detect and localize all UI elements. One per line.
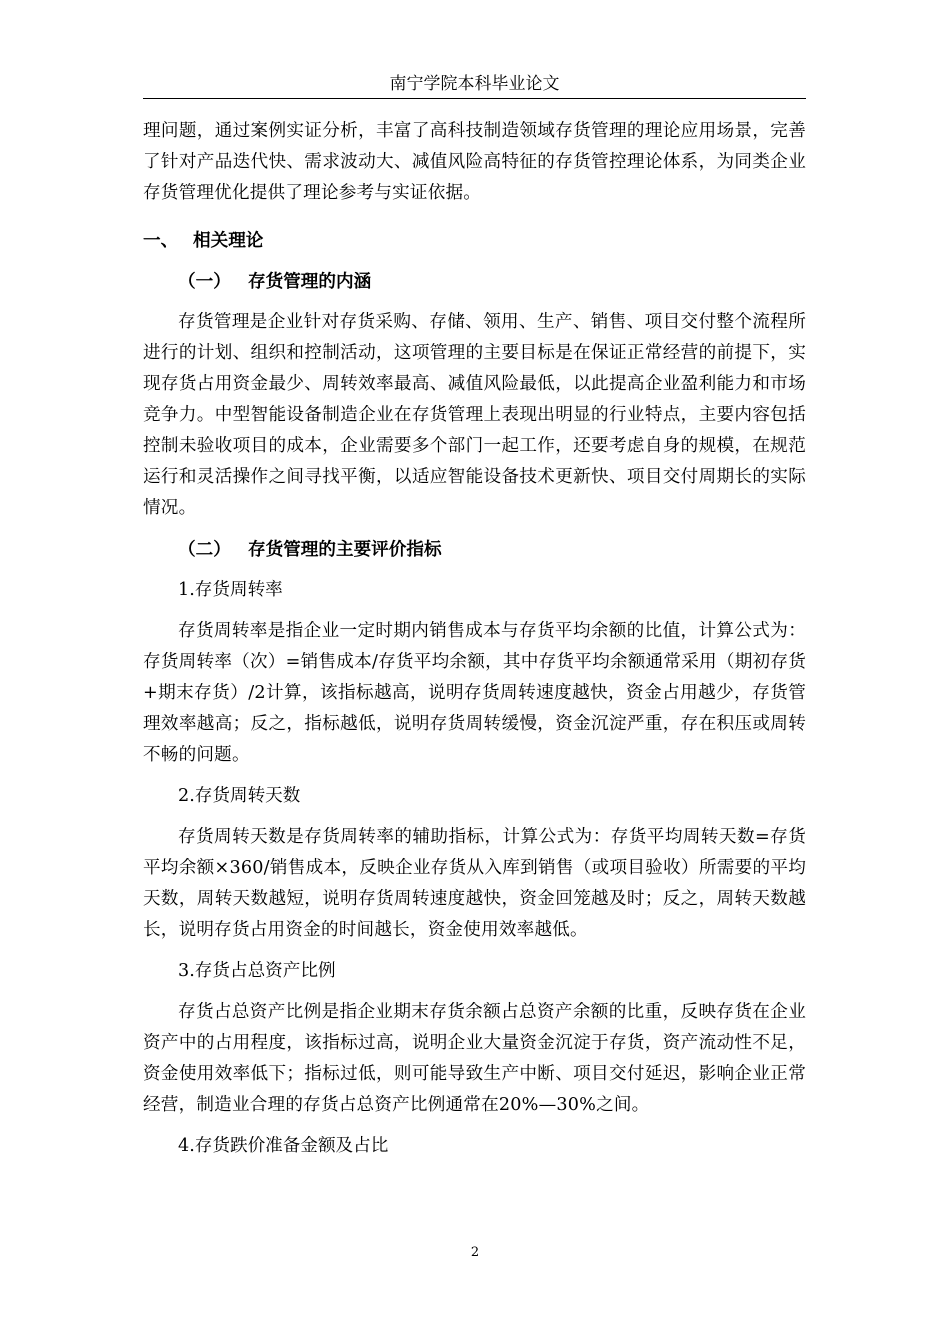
subsection-heading-2 [178,534,806,565]
page-number: 2 [470,1245,480,1260]
section-title: 相关理论 [193,230,264,251]
paragraph-turnover-days: 存货周转天数是存货周转率的辅助指标，计算公式为：存货平均周转天数=存货平均余额×360/销售成本，反映企业存货从入库到销售（或项目验收）所需要的平均天数，周转天数越短，说明存货周转速度越快，资金回笼越及时；反之，周转天数越长，说明存货占用资金的时间越长，资金使用效率越低。 [143,827,806,940]
subsection-title: 存货管理的内涵 [248,271,372,292]
item-heading-impairment-provision: 4.存货跌价准备金额及占比 [178,1136,389,1156]
running-header: 南宁学院本科毕业论文 [389,74,560,94]
subsection-number: （二） [178,539,231,560]
item-heading-turnover-rate: 1.存货周转率 [178,580,283,600]
paragraph-turnover-rate: 存货周转率是指企业一定时期内销售成本与存货平均余额的比值，计算公式为：存货周转率（次）=销售成本/存货平均余额，其中存货平均余额通常采用（期初存货+期末存货）/2计算，该指标越高，说明存货周转速度越快，资金占用越少，存货管理效率越高；反之，指标越低，说明存货周转缓慢，资金沉淀严重，存在积压或周转不畅的问题。 [143,621,806,765]
intro-paragraph: 理问题，通过案例实证分析，丰富了高科技制造领域存货管理的理论应用场景，完善了针对产品迭代快、需求波动大、减值风险高特征的存货管控理论体系，为同类企业存货管理优化提供了理论参考与实证依据。 [143,121,806,203]
subsection-number: （一） [178,271,231,292]
item-heading-turnover-days: 2.存货周转天数 [178,786,301,806]
paragraph-inventory-definition: 存货管理是企业针对存货采购、存储、领用、生产、销售、项目交付整个流程所进行的计划、组织和控制活动，这项管理的主要目标是在保证正常经营的前提下，实现存货占用资金最少、周转效率最高、减值风险最低，以此提高企业盈利能力和市场竞争力。中型智能设备制造企业在存货管理上表现出明显的行业特点，主要内容包括控制未验收项目的成本，企业需要多个部门一起工作，还要考虑自身的规模，在规范运行和灵活操作之间寻找平衡，以适应智能设备技术更新快、项目交付周期长的实际情况。 [143,312,806,518]
item-heading-asset-ratio: 3.存货占总资产比例 [178,961,336,981]
paragraph-asset-ratio: 存货占总资产比例是指企业期末存货余额占总资产余额的比重，反映存货在企业资产中的占用程度，该指标过高，说明企业大量资金沉淀于存货，资产流动性不足，资金使用效率低下；指标过低，则可能导致生产中断、项目交付延迟，影响企业正常经营，制造业合理的存货占总资产比例通常在20%—30%之间。 [143,1002,806,1115]
subsection-heading-1 [178,266,806,297]
subsection-title: 存货管理的主要评价指标 [248,539,442,560]
section-number: 一、 [143,230,179,251]
section-heading [143,225,806,256]
header-rule [143,98,806,99]
page-body [143,116,806,1162]
